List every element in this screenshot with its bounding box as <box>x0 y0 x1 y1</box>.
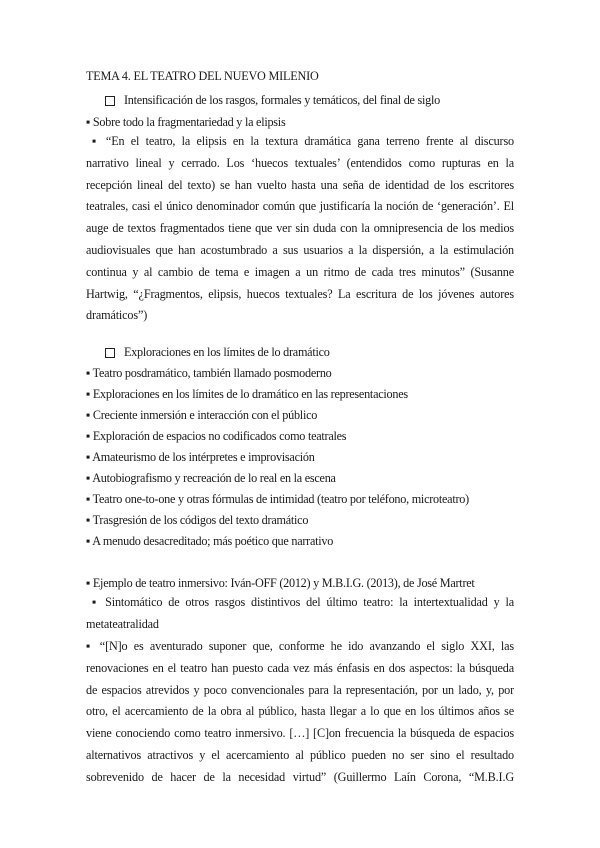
checkbox-icon <box>105 96 115 106</box>
quote-line: narrativo lineal y cerrado. Los ‘huecos textuales’ (entendidos como rupturas en la <box>86 155 514 170</box>
paragraph-line: metateatralidad <box>86 616 159 631</box>
quote-line: ▪ “En el teatro, la elipsis en la textura dramática gana terreno frente al discurso <box>92 134 514 148</box>
list-item: ▪ Exploración de espacios no codificados como teatrales <box>86 429 347 443</box>
example-inmersivo: ▪ Ejemplo de teatro inmersivo: Iván-OFF (2012) y M.B.I.G. (2013), de José Martret <box>86 576 475 590</box>
quote-line: Hartwig, “¿Fragmentos, elipsis, huecos textuales? La escritura de los jóvenes autores <box>86 286 514 301</box>
quote-line: auge de textos fragmentados tiene que ver sin duda con la omnipresencia de los medios <box>86 221 514 236</box>
quote-line: alternativos atractivos y el acercamiento al público pueden no ser sino el resultado <box>86 747 514 762</box>
quote-line: audiovisuales que han acostumbrado a sus usuarios a la dispersión, a la estimulación <box>86 242 514 257</box>
symptom-paragraph <box>86 592 514 636</box>
quote-line: viene conociendo como teatro inmersivo. […] [C]on frecuencia la búsqueda de espacios <box>86 726 514 741</box>
quote-line: ▪ “[N]o es aventurado suponer que, conforme he ido avanzando el siglo XXI, las <box>86 639 514 653</box>
section-heading-exploraciones <box>105 345 330 360</box>
list-item: ▪ Teatro one-to-one y otras fórmulas de intimidad (teatro por teléfono, microteatro) <box>86 492 469 506</box>
list-item: ▪ Exploraciones en los límites de lo dramático en las representaciones <box>86 387 408 401</box>
checkbox-icon <box>105 348 115 358</box>
quote-lain-corona <box>86 636 514 789</box>
quote-line: de espacios atrevidos y poco convencionales para la representación, por un lado, y, por <box>86 682 514 697</box>
quote-line: dramáticos”) <box>86 308 148 323</box>
quote-line: renovaciones en el teatro han puesto cada vez más énfasis en dos aspectos: la búsqueda <box>86 660 514 675</box>
quote-line: otro, el acercamiento de la obra al público, hasta llegar a lo que en los últimos años se <box>86 704 514 719</box>
list-item: ▪ Creciente inmersión e interacción con el público <box>86 408 318 422</box>
list-item: ▪ Autobiografismo y recreación de lo real en la escena <box>86 471 336 485</box>
quote-line: continua y al cambio de tema e imagen a un ritmo de cada tres minutos” (Susanne <box>86 264 514 279</box>
list-item: ▪ Amateurismo de los intérpretes e improvisación <box>86 450 315 464</box>
list-item: ▪ Trasgresión de los códigos del texto dramático <box>86 513 309 527</box>
quote-line: sobrevenido de hacer de la necesidad virtud” (Guillermo Laín Corona, “M.B.I.G <box>86 769 514 784</box>
quote-hartwig <box>86 131 514 327</box>
page-title: TEMA 4. EL TEATRO DEL NUEVO MILENIO <box>86 69 319 83</box>
paragraph-line: ▪ Sintomático de otros rasgos distintivos del último teatro: la intertextualidad y la <box>92 595 514 609</box>
section-heading-text: Exploraciones en los límites de lo dramático <box>124 345 330 359</box>
quote-line: teatrales, casi el único denominador común que justificaría la noción de ‘generación’. El <box>86 199 514 214</box>
quote-line: recepción lineal del texto) se han vuelto hasta una seña de identidad de los escritores <box>86 177 514 192</box>
section-heading-text: Intensificación de los rasgos, formales y temáticos, del final de siglo <box>124 93 440 107</box>
section-heading-intensification <box>105 93 440 108</box>
list-item: ▪ A menudo desacreditado; más poético que narrativo <box>86 534 334 548</box>
bullet-fragmentariedad: ▪ Sobre todo la fragmentariedad y la elipsis <box>86 115 286 129</box>
list-item: ▪ Teatro posdramático, también llamado posmoderno <box>86 366 332 380</box>
